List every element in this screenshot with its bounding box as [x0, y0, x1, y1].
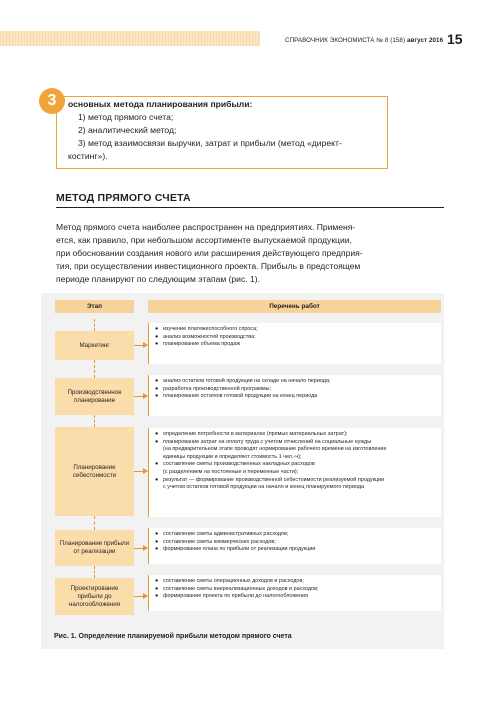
body-text-line: Метод прямого счета наиболее распространен на предприятиях. Применя- [56, 222, 356, 232]
list-item: ● формирование проекта по прибыли до налогообложения [155, 593, 309, 600]
stage-sales-profit: Планирование прибыли от реализации [55, 530, 134, 566]
callout-item: костинг»). [68, 151, 108, 161]
list-item-continued: (на предварительном этапе проводят нормирование рабочего времени на изготовление [163, 446, 387, 453]
list-item: ● изучение платежеспособного спроса; [155, 326, 258, 332]
works-list-marketing [148, 323, 441, 364]
stage-marketing: Маркетинг [55, 331, 134, 360]
column-header-works: Перечень работ [148, 300, 441, 313]
works-list-pretax [148, 575, 441, 611]
works-list-production [148, 375, 441, 416]
arrow-connector [134, 596, 147, 597]
list-item: ● анализ остатков готовой продукции на складе на начало периода; [155, 378, 331, 384]
list-item: ● разработка производственной программы; [155, 385, 272, 392]
list-item: ● составление сметы административных расходов; [155, 531, 289, 537]
arrow-connector [134, 396, 147, 397]
callout-item: 2) аналитический метод; [78, 125, 177, 135]
arrow-connector [134, 345, 147, 346]
body-text-line: ется, как правило, при небольшом ассортименте выпускаемой продукции, [56, 235, 352, 245]
callout-number-badge: 3 [39, 88, 65, 114]
list-item: ● составление сметы коммерческих расходов; [155, 538, 276, 545]
flow-connector [94, 415, 95, 427]
list-item-continued: единицы продукции и определяют стоимость 1 чел.-ч); [163, 453, 302, 460]
arrow-connector [134, 471, 147, 472]
flow-connector [94, 360, 95, 378]
list-item: ● формирование плана по прибыли от реализации продукции [155, 546, 316, 553]
flow-connector [94, 516, 95, 530]
callout-item: 3) метод взаимосвязи выручки, затрат и прибыли (метод «директ- [78, 138, 342, 148]
list-item-continued: (с разделением на постоянные и переменные части); [163, 468, 299, 475]
section-heading: МЕТОД ПРЯМОГО СЧЕТА [56, 192, 191, 204]
list-item: ● составление сметы операционных доходов и расходов; [155, 578, 304, 584]
running-header [285, 37, 443, 44]
flow-connector [94, 566, 95, 578]
header-decor-bar [0, 31, 260, 46]
callout-item: 1) метод прямого счета; [78, 112, 174, 122]
page-number: 15 [447, 31, 463, 47]
callout-title: основных метода планирования прибыли: [68, 99, 253, 109]
stage-cost-planning: Планирование себестоимости [55, 427, 134, 516]
body-text-line: при обосновании создания нового или расширения действующего предприя- [56, 248, 363, 258]
works-list-cost [148, 428, 441, 517]
list-item: ● планирование объема продаж [155, 341, 241, 348]
journal-name: СПРАВОЧНИК ЭКОНОМИСТА № 8 (158) [285, 37, 406, 44]
flow-connector [94, 319, 95, 331]
works-list-sales-profit [148, 528, 441, 564]
stage-pretax-profit: Проектирование прибыли до налогообложения [55, 578, 134, 615]
arrow-connector [134, 548, 147, 549]
body-text-line: тия, при осуществлении инвестиционного проекта. Прибыль в предстоящем [56, 261, 361, 271]
list-item: ● определение потребности в материалах (прямых материальных затрат); [155, 431, 348, 437]
list-item: ● составление сметы внереализационных доходов и расходов; [155, 585, 319, 592]
column-header-stage: Этап [55, 300, 134, 313]
list-item-continued: с учетом остатков готовой продукции на начало и конец планируемого периода [163, 484, 365, 491]
body-text-line: периоде планируют по следующим этапам (рис. 1). [56, 274, 260, 284]
list-item: ● составление сметы производственных накладных расходов [155, 461, 315, 468]
section-rule [56, 207, 444, 208]
stage-production-planning: Производственное планирование [55, 378, 134, 415]
figure-caption: Рис. 1. Определение планируемой прибыли методом прямого счета [54, 633, 292, 640]
list-item: ● анализ возможностей производства; [155, 333, 256, 340]
list-item: ● планирование остатков готовой продукции на конец периода [155, 393, 318, 400]
issue-month: август 2016 [406, 37, 444, 44]
list-item: ● результат — формирование производственной себестоимости реализуемой продукции [155, 476, 385, 483]
list-item: ● планирование затрат на оплату труда с учетом отчислений на социальные нужды [155, 438, 372, 445]
